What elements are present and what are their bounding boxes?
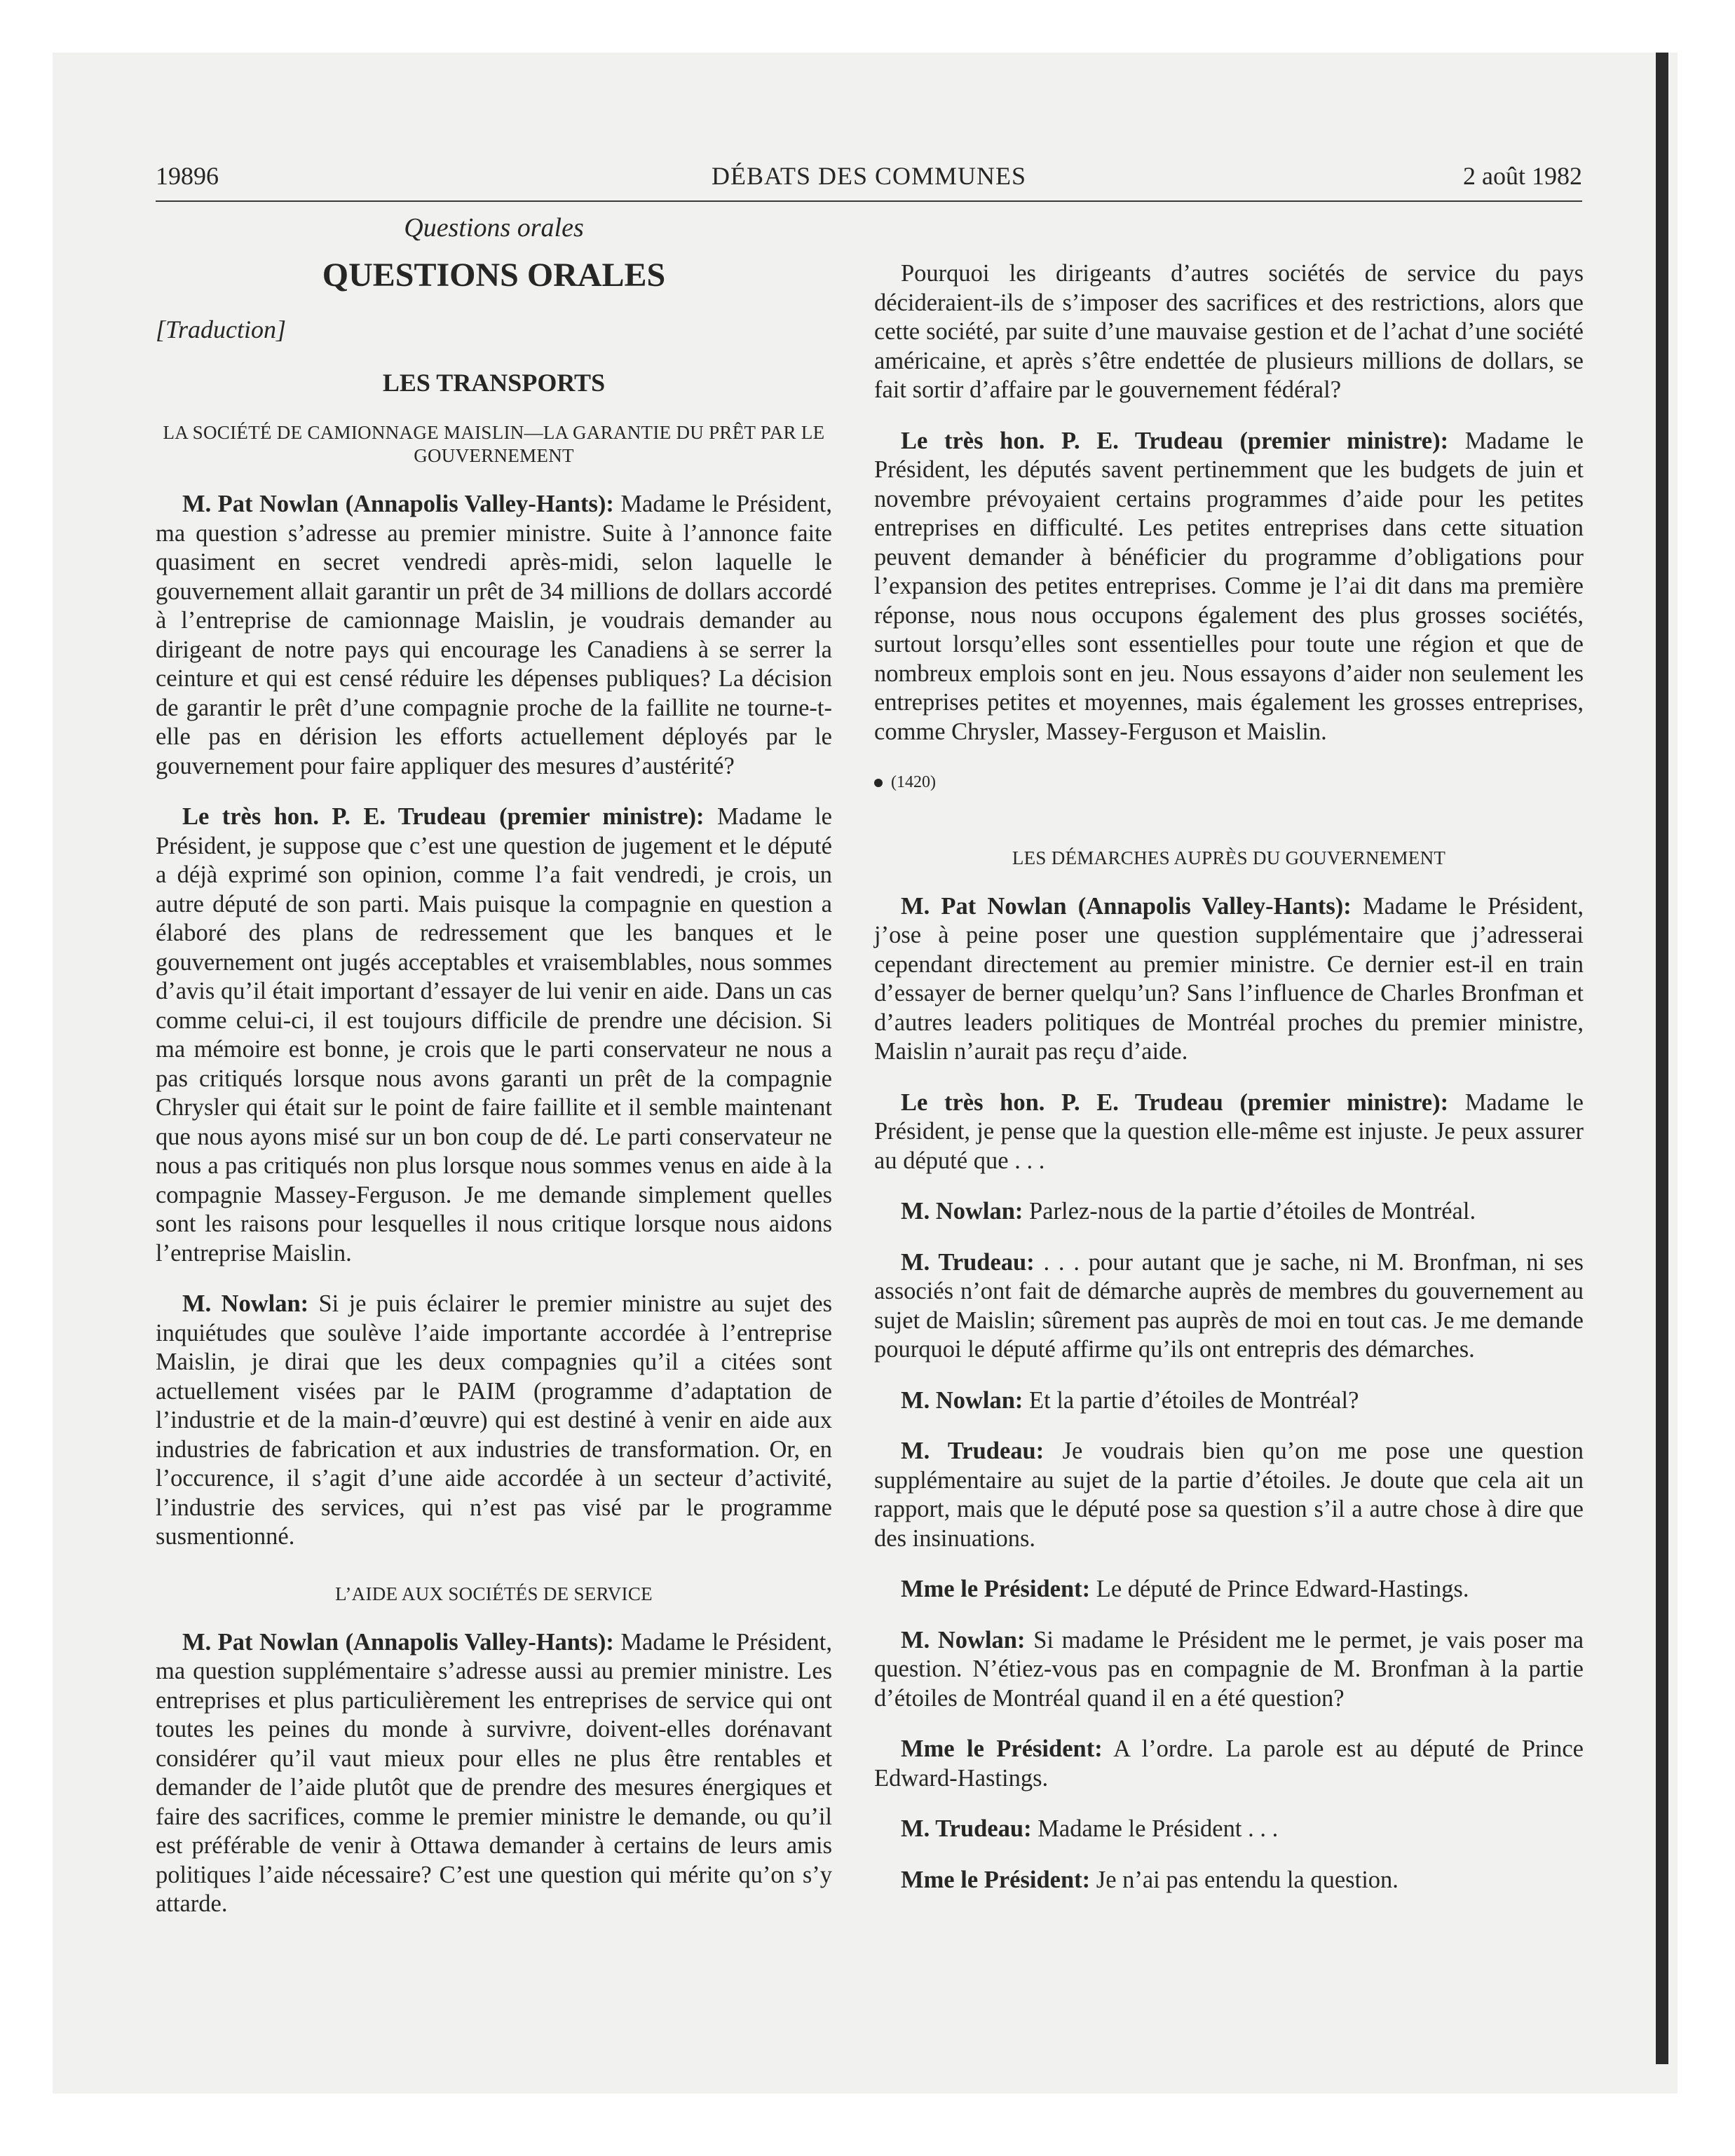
- speech-text: Si je puis éclairer le premier ministre au sujet des inquiétudes que soulève l’aide importante accordée à l’entreprise Maislin, je dirai que les deux compagnies qu’il a citées sont actuellement visées par le PAIM (programme d’adaptation de l’industrie et de la main-d’œuvre) qui est destiné à venir en aide aux industries de fabrication et aux industries de transformation. Or, en l’occurence, il s’agit d’une aide accordée à un secteur d’activité, l’industrie des services, qui n’est pas visé par le programme susmentionné.: [156, 1290, 833, 1550]
- speaker-name: M. Pat Nowlan (Annapolis Valley-Hants):: [901, 892, 1352, 920]
- speech-paragraph: [874, 1089, 1584, 1176]
- scan-edge-bar: [1656, 53, 1668, 2064]
- speech-paragraph: [874, 1386, 1584, 1416]
- speech-text: Si madame le Président me le permet, je vais poser ma question. N’étiez-vous pas en compagnie de M. Bronfman à la partie d’étoiles de Montréal quand il en a été question?: [874, 1626, 1584, 1712]
- page-number: 19896: [156, 162, 219, 190]
- speech-paragraph: [874, 1437, 1584, 1553]
- speaker-name: Mme le Président:: [901, 1576, 1091, 1602]
- speaker-name: M. Nowlan:: [901, 1198, 1023, 1224]
- speech-paragraph: [874, 1575, 1584, 1604]
- speaker-name: Mme le Président:: [901, 1866, 1091, 1893]
- speech-text: Madame le Président . . .: [1031, 1815, 1279, 1842]
- speaker-name: M. Pat Nowlan (Annapolis Valley-Hants):: [182, 491, 614, 517]
- speech-paragraph: [874, 1197, 1584, 1227]
- speech-text: Pourquoi les dirigeants d’autres sociétés de service du pays décideraient-ils de s’imposer des sacrifices et des restrictions, alors que cette société, par suite d’une mauvaise gestion et de l’achat d’une société américaine, et après s’être endettée de plusieurs millions de dollars, se fait sortir d’affaire par le gouvernement fédéral?: [874, 260, 1584, 403]
- rubric-heading: LES DÉMARCHES AUPRÈS DU GOUVERNEMENT: [1012, 847, 1446, 868]
- speaker-name: Le très hon. P. E. Trudeau (premier ministre):: [901, 427, 1449, 454]
- speech-text: Madame le Président, ma question s’adresse au premier ministre. Suite à l’annonce faite quasiment en secret vendredi après-midi, selon laquelle le gouvernement allait garantir un prêt de 34 millions de dollars accordé à l’entreprise de camionnage Maislin, je voudrais demander au dirigeant de notre pays qui encourage les Canadiens à se serrer la ceinture et qui est censé réduire les dépenses publiques? La décision de garantir le prêt d’une compagnie proche de la faillite ne tourne-t-elle pas en dérision les efforts actuellement déployés par le gouvernement pour faire appliquer des mesures d’austérité?: [156, 491, 832, 779]
- speech-text: Madame le Président, je pense que la question elle-même est injuste. Je peux assurer au député que . . .: [874, 1089, 1584, 1174]
- left-column: [156, 210, 832, 1941]
- speech-paragraph: [874, 1248, 1584, 1365]
- speaker-name: M. Trudeau:: [901, 1248, 1035, 1276]
- speech-paragraph: [156, 1290, 832, 1552]
- speech-text: Le député de Prince Edward-Hastings.: [1090, 1576, 1469, 1602]
- speech-paragraph: [156, 1628, 832, 1919]
- speaker-name: M. Trudeau:: [901, 1438, 1045, 1464]
- speech-text: . . . pour autant que je sache, ni M. Bronfman, ni ses associés n’ont fait de démarche auprès de membres du gouvernement au sujet de Maislin; sûrement pas auprès de moi en tout cas. Je me demande pourquoi le député affirme qu’ils ont entrepris des démarches.: [874, 1248, 1584, 1363]
- bullet-icon: [874, 779, 883, 787]
- speaker-name: M. Nowlan:: [182, 1290, 309, 1317]
- speaker-name: Le très hon. P. E. Trudeau (premier ministre):: [182, 803, 705, 830]
- speech-text: Madame le Président, j’ose à peine poser une question supplémentaire que j’adresserai cependant directement au premier ministre. Ce dernier est-il en train d’essayer de berner quelqu’un? Sans l’influence de Charles Bronfman et d’autres leaders politiques de Montréal proches du premier ministre, Maislin n’aurait pas reçu d’aide.: [874, 892, 1584, 1065]
- speech-text: Je voudrais bien qu’on me pose une question supplémentaire au sujet de la partie d’étoiles. Je doute que cela ait un rapport, mais que le député pose sa question s’il a autre chose à dire que des insinuations.: [874, 1438, 1584, 1552]
- speech-paragraph: [874, 259, 1584, 405]
- speech-text: A l’ordre. La parole est au député de Prince Edward-Hastings.: [874, 1735, 1584, 1792]
- speech-paragraph: [156, 490, 832, 781]
- speech-text: Et la partie d’étoiles de Montréal?: [1023, 1386, 1359, 1414]
- speech-paragraph: [874, 1866, 1584, 1895]
- speech-paragraph: [874, 1815, 1584, 1844]
- traduction-note: [Traduction]: [156, 315, 287, 343]
- rubric-heading: L’AIDE AUX SOCIÉTÉS DE SERVICE: [335, 1583, 653, 1604]
- speech-paragraph: [874, 427, 1584, 747]
- running-head: Questions orales: [404, 213, 584, 243]
- subject-heading: LES TRANSPORTS: [382, 368, 606, 397]
- speaker-name: Mme le Président:: [901, 1735, 1103, 1762]
- section-title: QUESTIONS ORALES: [322, 256, 666, 294]
- rubric-heading: LA SOCIÉTÉ DE CAMIONNAGE MAISLIN—LA GARANTIE DU PRÊT PAR LE GOUVERNEMENT: [163, 422, 825, 466]
- speaker-name: M. Nowlan:: [901, 1386, 1023, 1414]
- speech-text: Madame le Président, ma question supplémentaire s’adresse aussi au premier ministre. Les entreprises et plus particulièrement les entreprises de service qui ont toutes les peines du monde à survivre, doivent-elles dorénavant considérer qu’il vaut mieux pour elles ne plus être rentables et demander de l’aide plutôt que de prendre des mesures énergiques et faire des sacrifices, comme le premier ministre le demande, ou qu’il est préférable de venir à Ottawa demander à certains de leurs amis politiques l’aide nécessaire? C’est une question qui mérite qu’on s’y attarde.: [156, 1628, 832, 1917]
- speech-paragraph: [156, 803, 832, 1268]
- speech-paragraph: [874, 1735, 1584, 1793]
- speech-text: Madame le Président, je suppose que c’est une question de jugement et le député a déjà exprimé son opinion, comme l’a fait vendredi, je crois, un autre député de son parti. Mais puisque la compagnie en question a élaboré des plans de redressement que les banques et le gouvernement ont jugés acceptables et vraisemblables, nous sommes d’avis qu’il était important d’essayer de lui venir en aide. Dans un cas comme celui-ci, il est toujours difficile de prendre une décision. Si ma mémoire est bonne, je crois que le parti conservateur ne nous a pas critiqués lorsque nous avons garanti un prêt de la compagnie Chrysler qui était sur le point de faire faillite et il semble maintenant que nous ayons misé sur un bon coup de dé. Le parti conservateur ne nous a pas critiqués non plus lorsque nous sommes venus en aide à la compagnie Massey-Ferguson. Je me demande simplement quelles sont les raisons pour lesquelles il nous critique lorsque nous aidons l’entreprise Maislin.: [156, 803, 832, 1267]
- speech-text: Je n’ai pas entendu la question.: [1090, 1866, 1399, 1893]
- speech-paragraph: [874, 892, 1584, 1067]
- page-header: [156, 157, 1582, 202]
- speech-text: Madame le Président, les députés savent pertinemment que les budgets de juin et novembre prévoyaient certains programmes d’aide pour les petites entreprises en difficulté. Les petites entreprises dans cette situation peuvent demander à bénéficier du programme d’obligations pour l’expansion des petites entreprises. Comme je l’ai dit dans ma première réponse, nous nous occupons également des plus grosses sociétés, surtout lorsqu’elles sont essentielles pour toute une région et que de nombreux emplois sont en jeu. Nous essayons d’aider non seulement les entreprises petites et moyennes, mais également les grosses entreprises, comme Chrysler, Massey-Ferguson et Maislin.: [874, 427, 1584, 745]
- page-date: 2 août 1982: [1463, 162, 1582, 190]
- right-column: [874, 259, 1584, 1916]
- time-label: (1420): [891, 773, 936, 791]
- journal-title: DÉBATS DES COMMUNES: [711, 162, 1027, 190]
- speaker-name: M. Pat Nowlan (Annapolis Valley-Hants):: [182, 1628, 614, 1656]
- speech-paragraph: [874, 1626, 1584, 1714]
- speaker-name: Le très hon. P. E. Trudeau (premier ministre):: [901, 1089, 1449, 1116]
- speaker-name: M. Nowlan:: [901, 1626, 1026, 1653]
- speech-text: Parlez-nous de la partie d’étoiles de Montréal.: [1023, 1198, 1476, 1224]
- time-mark: [874, 768, 1584, 798]
- speaker-name: M. Trudeau:: [901, 1815, 1032, 1842]
